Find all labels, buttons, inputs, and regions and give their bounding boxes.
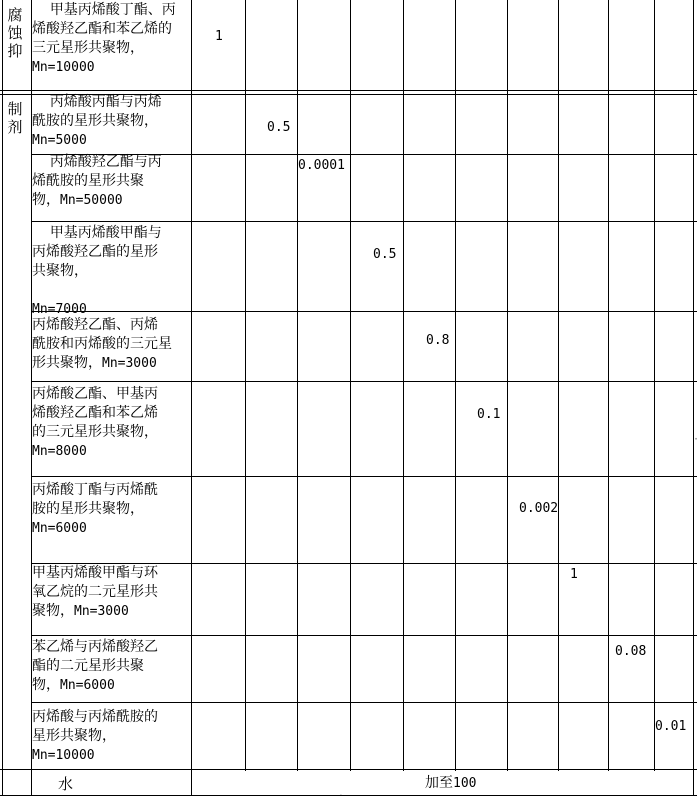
grid-line-horizontal xyxy=(31,381,697,382)
grid-line-horizontal xyxy=(31,221,697,222)
row-desc-6 xyxy=(32,385,190,461)
row-desc-text: 丙烯酸与丙烯酰胺的 星形共聚物， xyxy=(32,709,158,744)
row-desc-text: 丙烯酸乙酯、甲基丙 烯酸羟乙酯和苯乙烯 的三元星形共聚物， xyxy=(32,386,158,440)
grid-line-vertical xyxy=(191,769,192,796)
grid-line-horizontal xyxy=(31,702,697,703)
row-value-4: 0.5 xyxy=(373,247,397,262)
grid-line-vertical xyxy=(245,0,246,771)
row-desc-text: 丙烯酸羟乙酯、丙烯 酰胺和丙烯酸的三元星 形共聚物， xyxy=(32,317,172,371)
edge-mark: · xyxy=(694,432,698,446)
grid-line-vertical xyxy=(693,0,694,796)
row-desc-text: 丙烯酸丁酯与丙烯酰 胺的星形共聚物， xyxy=(32,482,158,517)
side-label-top: 腐蚀抑 xyxy=(7,6,23,60)
grid-line-vertical xyxy=(191,0,192,771)
row-mn: Mn=10000 xyxy=(32,60,95,75)
row-desc-2 xyxy=(32,93,190,150)
grid-line-horizontal xyxy=(0,769,697,770)
row-value-7: 0.002 xyxy=(519,501,559,516)
foot-mark: · xyxy=(340,792,342,799)
row-desc-text: 甲基丙烯酸甲酯与 丙烯酸羟乙酯的星形 共聚物， xyxy=(32,225,162,279)
row-desc-text: 丙烯酸丙酯与丙烯 酰胺的星形共聚物， xyxy=(32,94,162,129)
row-mn: Mn=6000 xyxy=(32,521,87,536)
grid-line-horizontal xyxy=(0,795,697,796)
grid-line-vertical xyxy=(608,0,609,771)
row-mn: Mn=8000 xyxy=(32,444,87,459)
grid-line-vertical xyxy=(654,0,655,771)
row-value-3: 0.0001 xyxy=(298,158,345,173)
water-value-number: 100 xyxy=(453,776,477,791)
row-desc-4 xyxy=(32,224,190,319)
row-value-8: 1 xyxy=(570,567,578,582)
row-value-9: 0.08 xyxy=(615,644,647,659)
row-desc-1 xyxy=(32,1,190,77)
grid-line-vertical xyxy=(455,0,456,771)
row-value-5: 0.8 xyxy=(426,333,450,348)
row-desc-10 xyxy=(32,708,190,765)
row-desc-text: 甲基丙烯酸丁酯、丙 烯酸羟乙酯和苯乙烯的 三元星形共聚物， xyxy=(32,2,176,56)
grid-line-vertical xyxy=(297,0,298,771)
row-mn: Mn=3000 xyxy=(102,356,157,371)
grid-line-vertical xyxy=(350,0,351,771)
row-desc-text: 甲基丙烯酸甲酯与环 氧乙烷的二元星形共 聚物， xyxy=(32,565,158,619)
row-mn: Mn=10000 xyxy=(32,748,95,763)
row-desc-3 xyxy=(32,153,190,210)
row-value-2: 0.5 xyxy=(267,120,291,135)
grid-line-vertical xyxy=(558,0,559,771)
water-label: 水 xyxy=(58,775,74,793)
water-value xyxy=(425,772,476,792)
water-value-prefix: 加至 xyxy=(425,775,453,791)
grid-line-vertical xyxy=(403,0,404,771)
row-value-1: 1 xyxy=(215,29,223,44)
grid-line-vertical xyxy=(2,0,3,796)
row-mn: Mn=3000 xyxy=(74,604,129,619)
grid-line-horizontal xyxy=(31,635,697,636)
row-desc-text: 苯乙烯与丙烯酸羟乙 酯的二元星形共聚 物， xyxy=(32,639,158,693)
row-value-10: 0.01 xyxy=(655,719,687,734)
row-value-6: 0.1 xyxy=(477,407,501,422)
row-mn: Mn=50000 xyxy=(60,193,123,208)
row-desc-text: 丙烯酸羟乙酯与丙 烯酰胺的星形共聚 物， xyxy=(32,154,162,208)
grid-line-horizontal xyxy=(0,90,697,91)
row-desc-8 xyxy=(32,564,190,621)
grid-line-horizontal xyxy=(31,476,697,477)
side-label-bottom: 制剂 xyxy=(7,100,23,136)
row-mn: Mn=7000 xyxy=(32,302,87,317)
row-mn: Mn=5000 xyxy=(32,133,87,148)
row-desc-5 xyxy=(32,316,190,373)
grid-line-vertical xyxy=(507,0,508,771)
row-desc-9 xyxy=(32,638,190,695)
row-mn: Mn=6000 xyxy=(60,678,115,693)
row-desc-7 xyxy=(32,481,190,538)
